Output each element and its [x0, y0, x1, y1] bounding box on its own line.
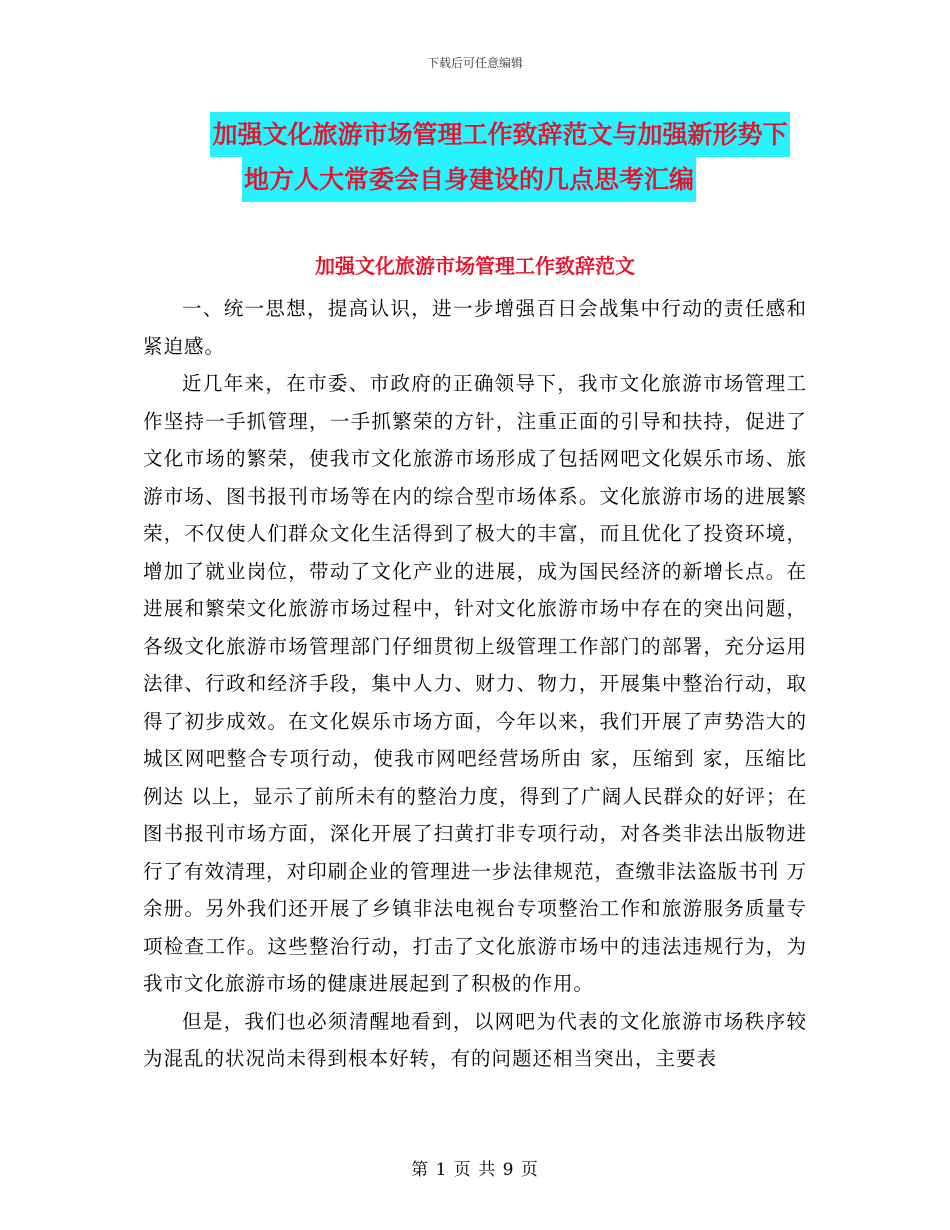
document-title [0, 112, 950, 202]
document-title-line-2: 地方人大常委会自身建设的几点思考汇编 [242, 157, 696, 202]
section-title: 加强文化旅游市场管理工作致辞范文 [315, 254, 635, 278]
paragraph: 近几年来，在市委、市政府的正确领导下，我市文化旅游市场管理工作坚持一手抓管理，一手抓繁荣的方针，注重正面的引导和扶持，促进了文化市场的繁荣，使我市文化旅游市场形成了包括网吧文化娱乐市场、旅游市场、图书报刊市场等在内的综合型市场体系。文化旅游市场的进展繁荣，不仅使人们群众文化生活得到了极大的丰富，而且优化了投资环境，增加了就业岗位，带动了文化产业的进展，成为国民经济的新增长点。在进展和繁荣文化旅游市场过程中，针对文化旅游市场中存在的突出问题，各级文化旅游市场管理部门仔细贯彻上级管理工作部门的部署，充分运用法律、行政和经济手段，集中人力、财力、物力，开展集中整治行动，取得了初步成效。在文化娱乐市场方面，今年以来，我们开展了声势浩大的城区网吧整合专项行动，使我市网吧经营场所由 家，压缩到 家，压缩比例达 以上，显示了前所未有的整治力度，得到了广阔人民群众的好评；在图书报刊市场方面，深化开展了扫黄打非专项行动，对各类非法出版物进行了有效清理，对印刷企业的管理进一步法律规范，查缴非法盗版书刊 万余册。另外我们还开展了乡镇非法电视台专项整治工作和旅游服务质量专项检查工作。这些整治行动，打击了文化旅游市场中的违法违规行为，为我市文化旅游市场的健康进展起到了积极的作用。 [143, 372, 807, 995]
page-number: 第 1 页 共 9 页 [411, 1160, 539, 1180]
paragraph: 一、统一思想，提高认识，进一步增强百日会战集中行动的责任感和紧迫感。 [143, 297, 807, 358]
page-header-note: 下载后可任意编辑 [426, 56, 523, 70]
document-title-line-1: 加强文化旅游市场管理工作致辞范文与加强新形势下 [210, 112, 789, 157]
document-body [143, 290, 807, 1078]
paragraph: 但是，我们也必须清醒地看到，以网吧为代表的文化旅游市场秩序较为混乱的状况尚未得到根本好转，有的问题还相当突出，主要表 [143, 1009, 807, 1070]
